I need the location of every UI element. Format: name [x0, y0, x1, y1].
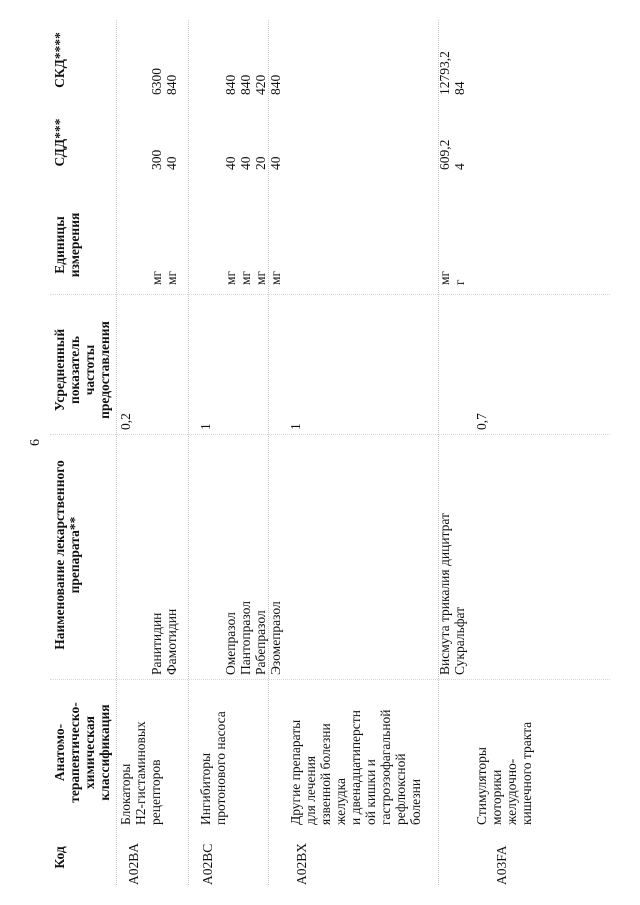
header-skd: СКД**** [52, 32, 67, 88]
row-divider [116, 20, 117, 885]
drug-name: Омепразол [223, 612, 238, 675]
table-row-class: Стимуляторы моторики желудочно- кишечного тракта [474, 721, 534, 825]
drug-skd: 840 [164, 74, 179, 95]
drug-sdd: 40 [238, 156, 253, 170]
drug-unit: мг [437, 270, 452, 285]
drug-skd: 840 [223, 74, 238, 95]
table-row-class: Другие препараты для лечения язвенной болезни желудка и двенадцатиперстн ой кишки и гастроэзофагальной рефлюксной болезни [288, 709, 423, 825]
drug-sdd: 609,2 [437, 139, 452, 170]
drug-unit: мг [164, 270, 179, 285]
drug-name: Сукральфат [452, 606, 467, 675]
table-row-code: A03FA [494, 845, 509, 885]
table-row-frequency: 1 [198, 423, 213, 430]
drug-skd: 840 [238, 74, 253, 95]
table-row-frequency: 0,7 [474, 413, 489, 430]
header-atc-class: Анатомо- терапевтическо- химическая классификация [52, 702, 112, 803]
drug-name: Фамотидин [164, 608, 179, 675]
page-number: 6 [28, 439, 43, 446]
drug-sdd: 300 [149, 149, 164, 170]
drug-sdd: 40 [223, 156, 238, 170]
drug-skd: 6300 [149, 68, 164, 95]
drug-sdd: 4 [452, 163, 467, 170]
drug-skd: 840 [268, 74, 283, 95]
drug-name: Пантопразол [238, 601, 253, 675]
drug-skd: 420 [253, 74, 268, 95]
drug-unit: мг [253, 270, 268, 285]
header-code: Код [52, 846, 67, 869]
drug-skd: 84 [452, 81, 467, 95]
drug-sdd: 40 [268, 156, 283, 170]
table-row-frequency: 1 [288, 423, 303, 430]
drug-name: Висмута трикалия дицитрат [437, 513, 452, 675]
header-drug-name: Наименование лекарственного препарата** [52, 460, 82, 650]
drug-unit: г [452, 279, 467, 285]
table-row-code: A02BX [294, 842, 309, 885]
table-row-code: A02BA [126, 842, 141, 885]
header-sdd: СДД*** [52, 118, 67, 167]
table-row-code: A02BC [200, 843, 215, 885]
col-divider [50, 434, 610, 435]
drug-name: Рабепразол [253, 610, 268, 675]
drug-unit: мг [268, 270, 283, 285]
header-frequency: Усредненный показатель частоты предоставления [52, 321, 112, 419]
col-divider [50, 294, 610, 295]
drug-unit: мг [149, 270, 164, 285]
drug-sdd: 40 [164, 156, 179, 170]
drug-skd: 12793,2 [437, 51, 452, 95]
header-units: Единицы измерения [52, 212, 82, 278]
drug-name: Ранитидин [149, 612, 164, 675]
drug-table [50, 15, 610, 885]
table-row-frequency: 0,2 [118, 413, 133, 430]
drug-name: Эзомепразол [268, 601, 283, 675]
table-row-class: Ингибиторы протонового насоса [198, 711, 228, 825]
drug-unit: мг [223, 270, 238, 285]
row-divider [188, 20, 189, 885]
drug-unit: мг [238, 270, 253, 285]
table-row-class: Блокаторы H2-гистаминовых рецепторов [118, 721, 163, 825]
drug-sdd: 20 [253, 156, 268, 170]
